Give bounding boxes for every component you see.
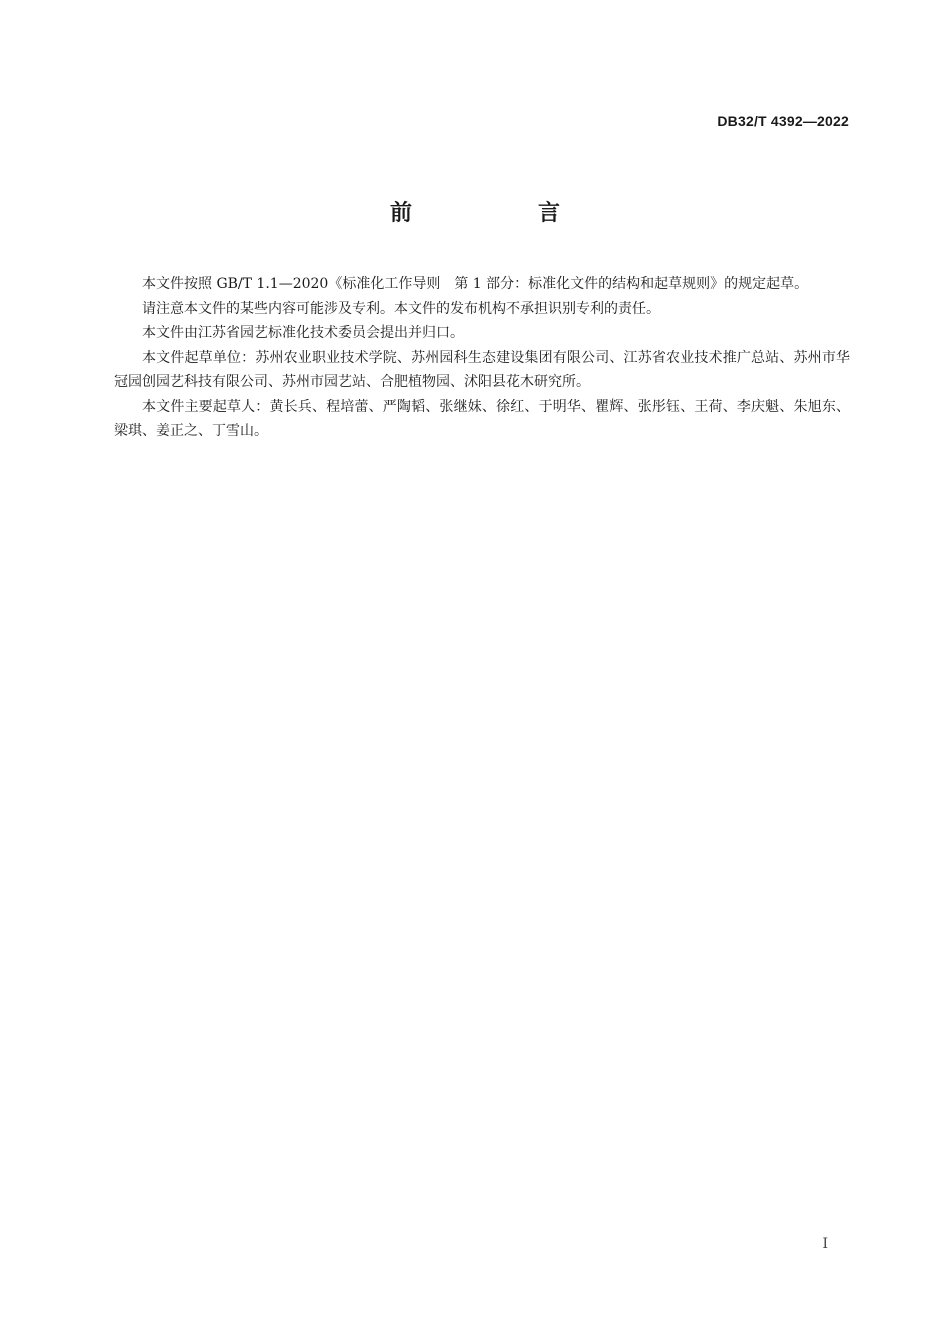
paragraph-proposer: 本文件由江苏省园艺标准化技术委员会提出并归口。: [142, 325, 464, 341]
paragraph-drafters: 本文件主要起草人：黄长兵、程培蕾、严陶韬、张继妹、徐红、于明华、瞿辉、张彤钰、王荷、李庆魁、朱旭东、梁琪、姜正之、丁雪山。: [114, 398, 850, 439]
foreword-body: [114, 272, 850, 444]
paragraph-patent-notice: 请注意本文件的某些内容可能涉及专利。本文件的发布机构不承担识别专利的责任。: [142, 300, 660, 317]
paragraph-drafting-rules: 本文件按照 GB/T 1.1—2020《标准化工作导则 第 1 部分：标准化文件的结构和起草规则》的规定起草。: [142, 276, 809, 292]
page-title: 前 言: [389, 201, 612, 226]
page-number: I: [822, 1236, 828, 1252]
document-code: DB32/T 4392—2022: [717, 113, 849, 129]
paragraph-drafting-units: 本文件起草单位：苏州农业职业技术学院、苏州园科生态建设集团有限公司、江苏省农业技术推广总站、苏州市华冠园创园艺科技有限公司、苏州市园艺站、合肥植物园、沭阳县花木研究所。: [114, 349, 850, 390]
